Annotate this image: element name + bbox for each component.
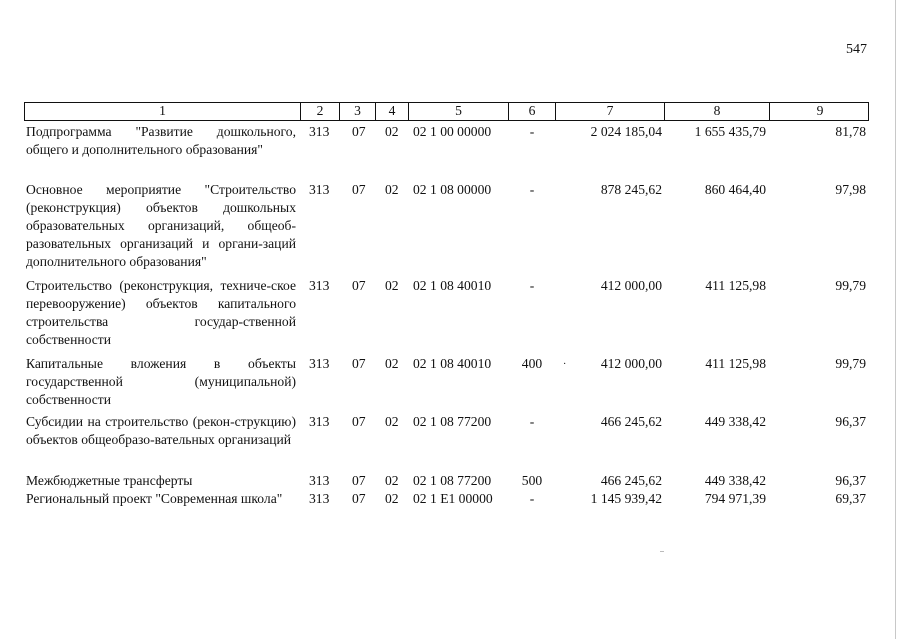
header-col-2: 2	[300, 103, 339, 120]
cell-col-7: 1 145 939,42	[590, 491, 662, 506]
cell-col-7: 878 245,62	[600, 182, 662, 197]
cell-col-3: 07	[352, 414, 366, 429]
cell-col-7: 466 245,62	[600, 414, 662, 429]
cell-col-3: 07	[352, 491, 366, 506]
cell-col-2: 313	[309, 356, 330, 371]
cell-col-3: 07	[352, 356, 366, 371]
cell-col-2: 313	[309, 124, 330, 139]
row-description: Субсидии на строительство (рекон-струкцию) объектов общеобразо-вательных организаций	[26, 414, 296, 447]
cell-col-3: 07	[352, 182, 366, 197]
cell-col-7: 466 245,62	[600, 473, 662, 488]
cell-col-2: 313	[309, 182, 330, 197]
cell-col-8: 411 125,98	[705, 356, 766, 371]
cell-col-8: 1 655 435,79	[694, 124, 766, 139]
header-col-5: 5	[408, 103, 508, 120]
cell-col-4: 02	[385, 182, 399, 197]
cell-col-7: 412 000,00	[600, 356, 662, 371]
cell-col-4: 02	[385, 124, 399, 139]
cell-col-5: 02 1 08 00000	[413, 182, 492, 197]
cell-col-4: 02	[385, 414, 399, 429]
cell-col-7: 2 024 185,04	[590, 124, 662, 139]
cell-col-9: 97,98	[835, 182, 866, 197]
header-col-9: 9	[769, 103, 870, 120]
header-col-6: 6	[508, 103, 555, 120]
cell-col-3: 07	[352, 278, 366, 293]
cell-col-6: -	[529, 414, 535, 429]
cell-col-3: 07	[352, 473, 366, 488]
row-description: Региональный проект "Современная школа"	[26, 491, 283, 506]
cell-col-4: 02	[385, 278, 399, 293]
scan-mark	[660, 551, 664, 552]
cell-col-5: 02 1 08 40010	[413, 278, 492, 293]
cell-col-6: -	[529, 491, 535, 506]
header-col-3: 3	[339, 103, 375, 120]
cell-col-4: 02	[385, 491, 399, 506]
cell-col-6: -	[529, 182, 535, 197]
cell-col-2: 313	[309, 491, 330, 506]
row-description: Межбюджетные трансферты	[26, 473, 193, 488]
cell-col-6: 500	[521, 473, 543, 488]
cell-col-9: 69,37	[835, 491, 866, 506]
cell-col-3: 07	[352, 124, 366, 139]
page-right-edge	[895, 0, 896, 639]
scan-dot: ·	[563, 359, 567, 370]
cell-col-8: 449 338,42	[704, 414, 766, 429]
cell-col-6: 400	[521, 356, 543, 371]
cell-col-6: -	[529, 124, 535, 139]
cell-col-8: 794 971,39	[704, 491, 766, 506]
cell-col-8: 449 338,42	[704, 473, 766, 488]
cell-col-2: 313	[309, 278, 330, 293]
cell-col-5: 02 1 E1 00000	[413, 491, 493, 506]
cell-col-5: 02 1 08 77200	[413, 414, 492, 429]
cell-col-4: 02	[385, 473, 399, 488]
header-col-4: 4	[375, 103, 408, 120]
cell-col-8: 860 464,40	[704, 182, 766, 197]
cell-col-5: 02 1 08 40010	[413, 356, 492, 371]
cell-col-2: 313	[309, 414, 330, 429]
cell-col-9: 81,78	[835, 124, 866, 139]
row-description: Строительство (реконструкция, техниче-ское перевооружение) объектов капитального строительства государ-ственной собственности	[26, 278, 296, 347]
cell-col-8: 411 125,98	[705, 278, 766, 293]
cell-col-9: 99,79	[835, 356, 866, 371]
cell-col-9: 96,37	[835, 414, 866, 429]
cell-col-7: 412 000,00	[600, 278, 662, 293]
header-col-7: 7	[555, 103, 664, 120]
header-col-8: 8	[664, 103, 769, 120]
row-description: Капитальные вложения в объекты государственной (муниципальной) собственности	[26, 356, 296, 407]
table-header	[24, 102, 869, 121]
cell-col-5: 02 1 00 00000	[413, 124, 492, 139]
cell-col-5: 02 1 08 77200	[413, 473, 492, 488]
cell-col-4: 02	[385, 356, 399, 371]
row-description: Подпрограмма "Развитие дошкольного, общего и дополнительного образования"	[26, 124, 296, 157]
page-number: 547	[846, 42, 867, 57]
cell-col-9: 96,37	[835, 473, 866, 488]
cell-col-6: -	[529, 278, 535, 293]
row-description: Основное мероприятие "Строительство (реконструкция) объектов дошкольных образовательных организаций, общеоб-разовательных организаций и органи-заций дополнительного образования"	[26, 182, 296, 269]
cell-col-2: 313	[309, 473, 330, 488]
header-col-1: 1	[159, 103, 166, 118]
cell-col-9: 99,79	[835, 278, 866, 293]
